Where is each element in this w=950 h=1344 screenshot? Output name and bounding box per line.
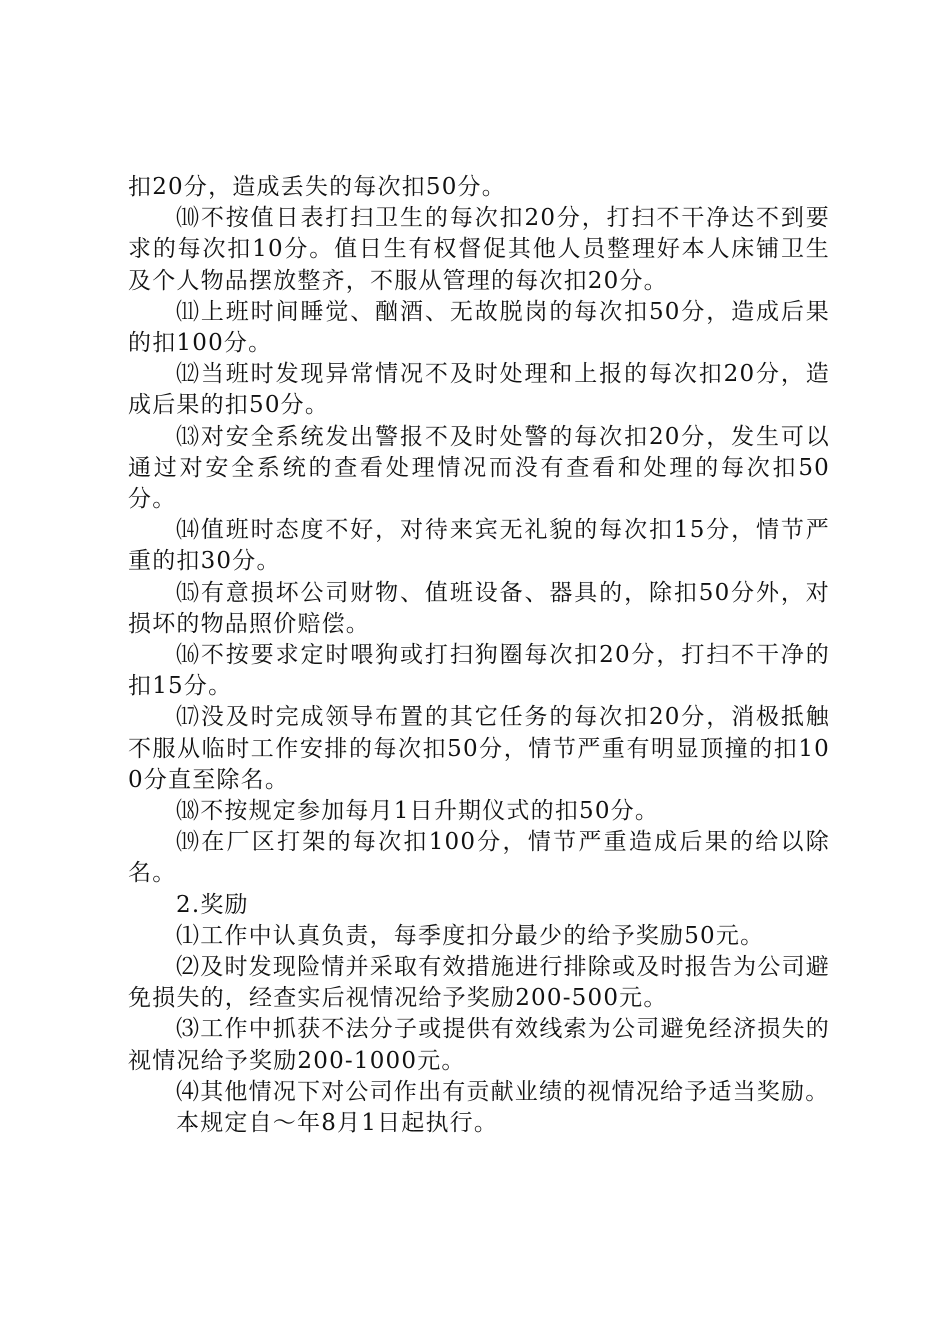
rule-item-17: ⒄没及时完成领导布置的其它任务的每次扣20分，消极抵触不服从临时工作安排的每次扣50分，情节严重有明显顶撞的扣100分直至除名。 [128, 704, 830, 793]
reward-item-1: ⑴工作中认真负责，每季度扣分最少的给予奖励50元。 [176, 922, 765, 949]
rule-item-15: ⒂有意损坏公司财物、值班设备、器具的，除扣50分外，对损坏的物品照价赔偿。 [128, 579, 830, 637]
rule-item-18: ⒅不按规定参加每月1日升期仪式的扣50分。 [176, 798, 660, 825]
reward-item-4: ⑷其他情况下对公司作出有贡献业绩的视情况给予适当奖励。 [176, 1078, 830, 1105]
effective-date-statement: 本规定自～年8月1日起执行。 [176, 1110, 499, 1137]
rule-item-13: ⒀对安全系统发出警报不及时处警的每次扣20分，发生可以通过对安全系统的查看处理情况而没有查看和处理的每次扣50分。 [128, 423, 830, 513]
section-heading-rewards: 2.奖励 [176, 891, 249, 918]
rule-item-16: ⒃不按要求定时喂狗或打扫狗圈每次扣20分，打扫不干净的扣15分。 [128, 642, 830, 700]
document-body [128, 172, 830, 1139]
rule-item-11: ⑾上班时间睡觉、酗酒、无故脱岗的每次扣50分，造成后果的扣100分。 [128, 298, 830, 357]
paragraph-continuation: 扣20分，造成丢失的每次扣50分。 [128, 174, 506, 200]
reward-item-2: ⑵及时发现险情并采取有效措施进行排除或及时报告为公司避免损失的，经查实后视情况给予奖励200-500元。 [128, 954, 830, 1012]
reward-item-3: ⑶工作中抓获不法分子或提供有效线索为公司避免经济损失的视情况给予奖励200-1000元。 [128, 1016, 830, 1074]
rule-item-10: ⑽不按值日表打扫卫生的每次扣20分，打扫不干净达不到要求的每次扣10分。值日生有权督促其他人员整理好本人床铺卫生及个人物品摆放整齐，不服从管理的每次扣20分。 [128, 205, 830, 294]
rule-item-19: ⒆在厂区打架的每次扣100分，情节严重造成后果的给以除名。 [128, 829, 830, 887]
rule-item-14: ⒁值班时态度不好，对待来宾无礼貌的每次扣15分，情节严重的扣30分。 [128, 517, 830, 575]
rule-item-12: ⑿当班时发现异常情况不及时处理和上报的每次扣20分，造成后果的扣50分。 [128, 361, 830, 419]
